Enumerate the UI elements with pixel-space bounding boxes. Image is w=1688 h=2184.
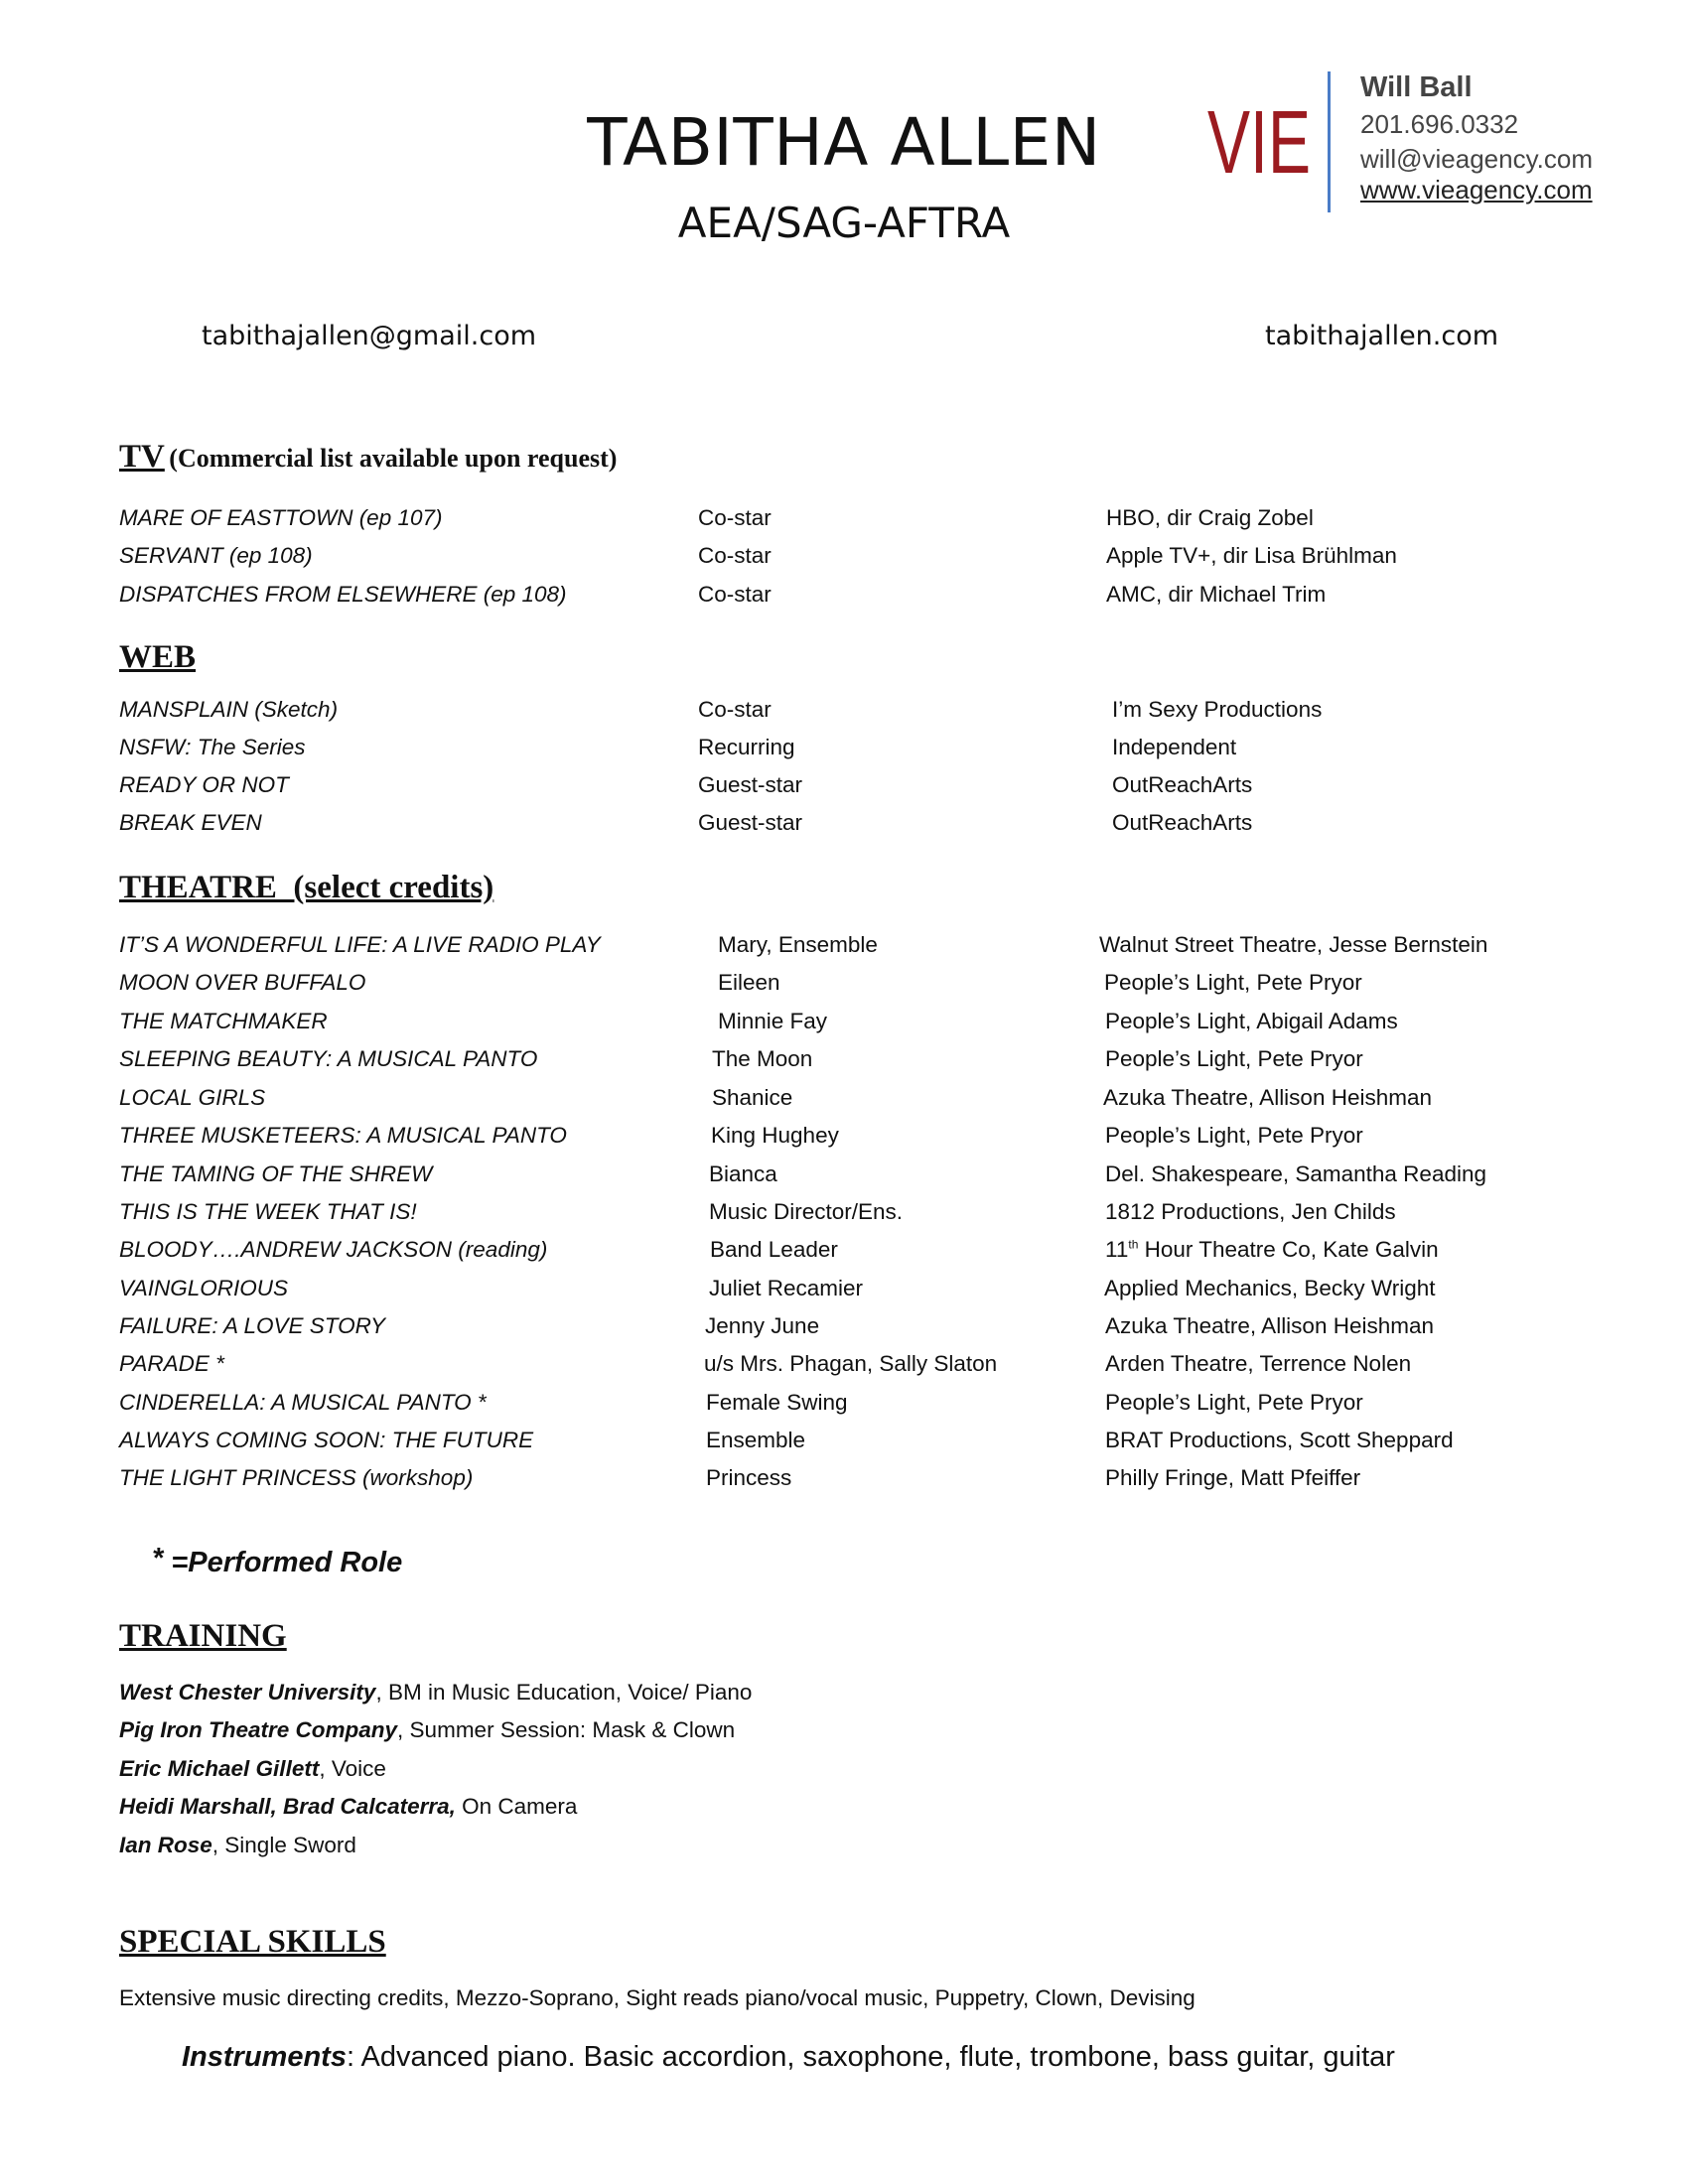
performed-role-note <box>152 1543 402 1579</box>
theatre-credit-title: ALWAYS COMING SOON: THE FUTURE <box>119 1428 534 1452</box>
training-detail: , Single Sword <box>211 1833 356 1857</box>
web-credit-title: MANSPLAIN (Sketch) <box>119 697 339 722</box>
web-credit-company: Independent <box>1112 735 1237 759</box>
training-detail: , BM in Music Education, Voice/ Piano <box>375 1680 753 1705</box>
tv-section-heading <box>119 439 617 476</box>
theatre-credit-title: THE MATCHMAKER <box>119 1009 328 1033</box>
agency-divider <box>1328 71 1331 212</box>
instruments-line <box>182 2041 1395 2074</box>
agent-name: Will Ball <box>1360 71 1473 103</box>
training-item <box>119 1756 386 1782</box>
tv-credit-company: HBO, dir Craig Zobel <box>1106 505 1314 530</box>
theatre-credit-role: Band Leader <box>710 1237 838 1262</box>
theatre-credit-role: Music Director/Ens. <box>709 1199 904 1224</box>
theatre-credit-role: Minnie Fay <box>718 1009 828 1033</box>
theatre-credit-role: u/s Mrs. Phagan, Sally Slaton <box>704 1351 998 1376</box>
theatre-credit-title: PARADE * <box>119 1351 224 1376</box>
theatre-credit-company: People’s Light, Pete Pryor <box>1105 1390 1363 1415</box>
tv-credit-company: AMC, dir Michael Trim <box>1106 582 1327 607</box>
instruments-label: Instruments <box>182 2041 347 2073</box>
agent-phone: 201.696.0332 <box>1360 109 1519 139</box>
theatre-credit-company: BRAT Productions, Scott Sheppard <box>1105 1428 1454 1452</box>
theatre-credit-role: Princess <box>706 1465 792 1490</box>
theatre-credit-title: THE LIGHT PRINCESS (workshop) <box>119 1465 474 1490</box>
theatre-credit-role: Bianca <box>709 1161 777 1186</box>
theatre-credit-role: King Hughey <box>711 1123 839 1148</box>
theatre-credit-company: People’s Light, Pete Pryor <box>1105 1123 1363 1148</box>
theatre-credit-company: People’s Light, Pete Pryor <box>1105 1046 1363 1071</box>
eleventh-number: 11 <box>1105 1237 1129 1262</box>
special-skills-text: Extensive music directing credits, Mezzo-Soprano, Sight reads piano/vocal music, Puppetry, Clown, Devising <box>119 1985 1196 2010</box>
theatre-credit-role: Jenny June <box>705 1313 820 1338</box>
contact-website[interactable]: tabithajallen.com <box>1265 321 1499 351</box>
agency-logo-text: VIE <box>1207 93 1311 193</box>
theatre-credit-company: Del. Shakespeare, Samantha Reading <box>1105 1161 1486 1186</box>
theatre-credit-title: THE TAMING OF THE SHREW <box>119 1161 433 1186</box>
training-name: Heidi Marshall, Brad Calcaterra, <box>119 1794 456 1819</box>
theatre-credit-role: Ensemble <box>706 1428 806 1452</box>
training-title: TRAINING <box>119 1618 287 1654</box>
theatre-credit-role: Juliet Recamier <box>709 1276 864 1300</box>
theatre-credit-title: THREE MUSKETEERS: A MUSICAL PANTO <box>119 1123 567 1148</box>
web-credit-role: Guest-star <box>698 810 803 835</box>
theatre-credit-title: CINDERELLA: A MUSICAL PANTO * <box>119 1390 487 1415</box>
web-credit-title: BREAK EVEN <box>119 810 262 835</box>
training-item <box>119 1680 752 1706</box>
theatre-credit-company: Applied Mechanics, Becky Wright <box>1104 1276 1436 1300</box>
resume-name: TABITHA ALLEN <box>587 104 1101 181</box>
tv-title: TV <box>119 439 165 475</box>
tv-credit-role: Co-star <box>698 543 772 568</box>
tv-credit-role: Co-star <box>698 582 772 607</box>
tv-credit-title: SERVANT (ep 108) <box>119 543 313 568</box>
theatre-title: THEATRE (select credits) <box>119 870 494 905</box>
training-name: West Chester University <box>119 1680 376 1705</box>
theatre-credit-title: FAILURE: A LOVE STORY <box>119 1313 385 1338</box>
theatre-credit-title: IT’S A WONDERFUL LIFE: A LIVE RADIO PLAY <box>119 932 601 957</box>
theatre-credit-role: Eileen <box>718 970 780 995</box>
agent-website-link[interactable]: www.vieagency.com <box>1360 175 1593 205</box>
performed-role-text: =Performed Role <box>163 1547 403 1578</box>
theatre-credit-company: Arden Theatre, Terrence Nolen <box>1105 1351 1412 1376</box>
theatre-credit-role: Shanice <box>712 1085 793 1110</box>
special-skills-title: SPECIAL SKILLS <box>119 1924 386 1960</box>
theatre-credit-company: 1812 Productions, Jen Childs <box>1105 1199 1396 1224</box>
agent-email[interactable]: will@vieagency.com <box>1360 144 1593 174</box>
training-item <box>119 1717 735 1743</box>
instruments-text: : Advanced piano. Basic accordion, saxophone, flute, trombone, bass guitar, guitar <box>346 2041 1395 2073</box>
training-detail: , Voice <box>319 1756 386 1781</box>
theatre-credit-role: Mary, Ensemble <box>718 932 878 957</box>
web-credit-role: Recurring <box>698 735 795 759</box>
training-detail: , Summer Session: Mask & Clown <box>397 1717 736 1742</box>
tv-note: (Commercial list available upon request) <box>169 444 618 473</box>
tv-credit-role: Co-star <box>698 505 772 530</box>
training-item <box>119 1833 356 1858</box>
web-credit-company: OutReachArts <box>1112 810 1253 835</box>
web-title: WEB <box>119 639 197 675</box>
training-name: Pig Iron Theatre Company <box>119 1717 398 1742</box>
training-item <box>119 1794 577 1820</box>
asterisk: * <box>152 1543 164 1574</box>
theatre-credit-company: Walnut Street Theatre, Jesse Bernstein <box>1099 932 1488 957</box>
theatre-credit-company: People’s Light, Abigail Adams <box>1105 1009 1398 1033</box>
theatre-credit-title: MOON OVER BUFFALO <box>119 970 366 995</box>
theatre-credit-title: LOCAL GIRLS <box>119 1085 266 1110</box>
web-credit-title: READY OR NOT <box>119 772 289 797</box>
web-credit-role: Co-star <box>698 697 772 722</box>
eleventh-rest: Hour Theatre Co, Kate Galvin <box>1138 1237 1439 1262</box>
theatre-credit-company: Azuka Theatre, Allison Heishman <box>1103 1085 1433 1110</box>
training-name: Eric Michael Gillett <box>119 1756 320 1781</box>
contact-email[interactable]: tabithajallen@gmail.com <box>202 321 537 351</box>
theatre-credit-role: The Moon <box>712 1046 813 1071</box>
theatre-credit-company <box>1105 1237 1439 1263</box>
theatre-credit-title: THIS IS THE WEEK THAT IS! <box>119 1199 417 1224</box>
theatre-credit-company: Azuka Theatre, Allison Heishman <box>1105 1313 1435 1338</box>
union-affiliations: AEA/SAG-AFTRA <box>677 199 1011 247</box>
theatre-credit-title: BLOODY….ANDREW JACKSON (reading) <box>119 1237 548 1262</box>
theatre-credit-title: SLEEPING BEAUTY: A MUSICAL PANTO <box>119 1046 538 1071</box>
theatre-credit-title: VAINGLORIOUS <box>119 1276 289 1300</box>
web-credit-company: OutReachArts <box>1112 772 1253 797</box>
tv-credit-title: DISPATCHES FROM ELSEWHERE (ep 108) <box>119 582 567 607</box>
training-name: Ian Rose <box>119 1833 212 1857</box>
web-credit-company: I’m Sexy Productions <box>1112 697 1323 722</box>
tv-credit-title: MARE OF EASTTOWN (ep 107) <box>119 505 443 530</box>
theatre-credit-company: People’s Light, Pete Pryor <box>1104 970 1362 995</box>
training-detail: On Camera <box>455 1794 578 1819</box>
agency-logo <box>1203 93 1315 193</box>
tv-credit-company: Apple TV+, dir Lisa Brühlman <box>1106 543 1397 568</box>
web-credit-title: NSFW: The Series <box>119 735 306 759</box>
theatre-credit-company: Philly Fringe, Matt Pfeiffer <box>1105 1465 1361 1490</box>
web-credit-role: Guest-star <box>698 772 803 797</box>
eleventh-suffix: th <box>1128 1237 1139 1252</box>
theatre-credit-role: Female Swing <box>706 1390 848 1415</box>
